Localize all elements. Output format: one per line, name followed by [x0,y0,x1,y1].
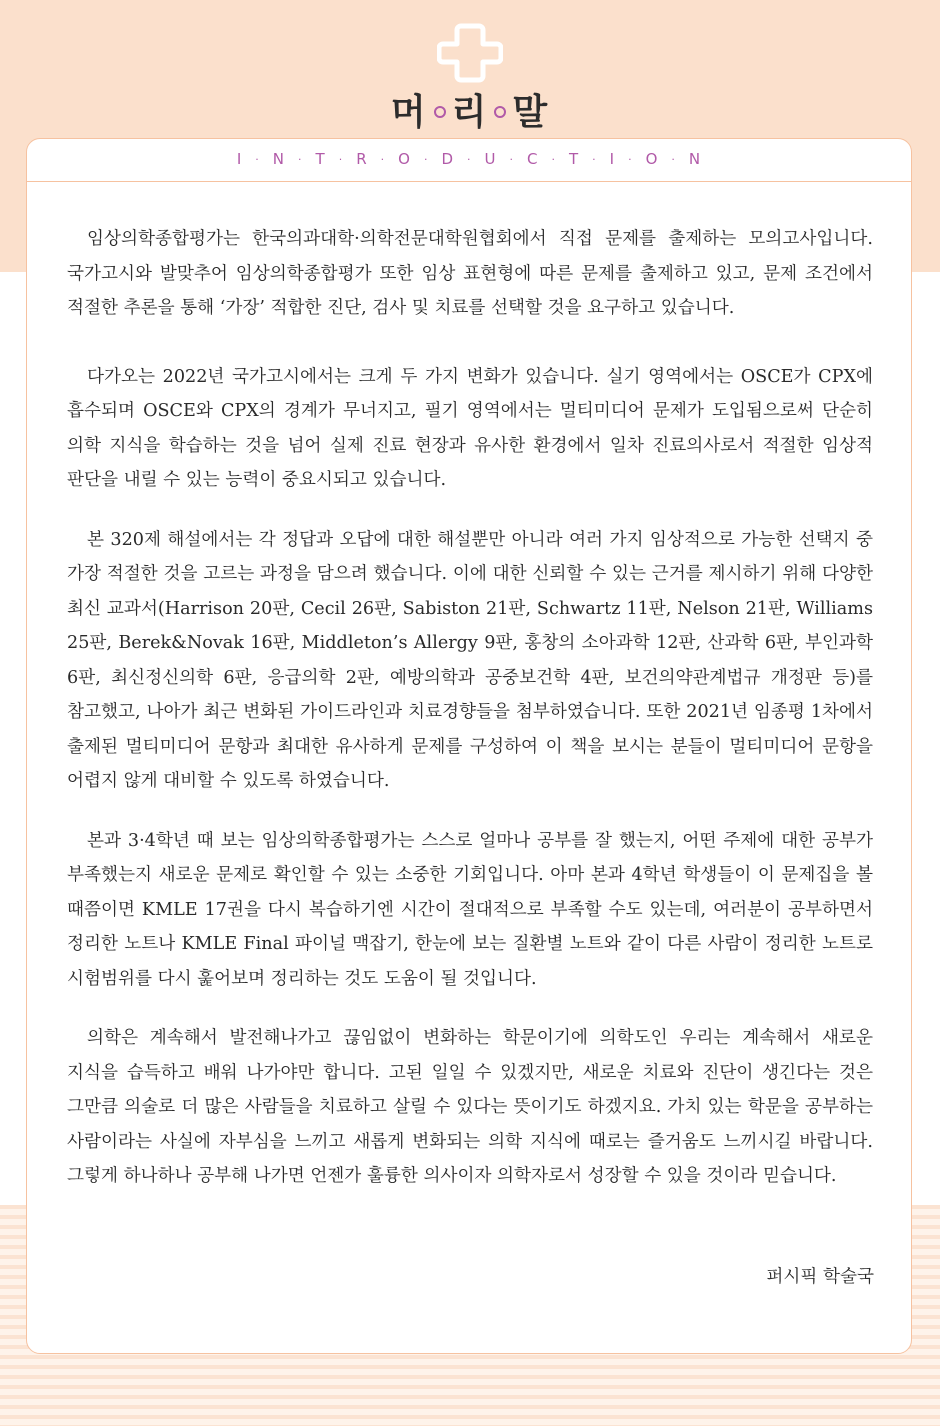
card-header [27,139,911,182]
subtitle-separator: · [467,153,472,166]
subtitle-separator: · [423,153,429,166]
subtitle-letter: I [236,150,243,168]
subtitle-separator: · [592,153,597,166]
subtitle-separator: · [628,153,633,166]
subtitle-letter: T [315,150,326,168]
subtitle-letter: N [272,150,286,168]
introduction-subtitle [27,150,911,168]
subtitle-separator: · [338,153,344,166]
subtitle-separator: · [255,153,260,166]
subtitle-letter: O [645,150,659,168]
subtitle-separator: · [509,153,514,166]
preface-paragraph: 다가오는 2022년 국가고시에서는 크게 두 가지 변화가 있습니다. 실기 영역에서는 OSCE가 CPX에 흡수되며 OSCE와 CPX의 경계가 무너지고, 필기 영역에서는 멀티미디어 문제가 도입됨으로써 단순히 의학 지식을 학습하는 것을 넘어 실제 진료 현장과 유사한 환경에서 일차 진료의사로서 적절한 임상적 판단을 내릴 수 있는 능력이 중요시되고 있습니다. [67,366,873,490]
subtitle-separator: · [551,153,556,166]
subtitle-letter: T [568,150,580,168]
subtitle-letter: I [609,150,616,168]
title-char: 말 [512,92,550,133]
preface-body [67,222,873,1194]
subtitle-letter: D [441,150,455,168]
subtitle-separator: · [380,153,386,166]
title-dot-icon [434,106,446,118]
preface-paragraph: 본 320제 해설에서는 각 정답과 오답에 대한 해설뿐만 아니라 여러 가지 임상적으로 가능한 선택지 중 가장 적절한 것을 고르는 과정을 담으려 했습니다. 이에 대한 신뢰할 수 있는 근거를 제시하기 위해 다양한 최신 교과서(Harrison 20판, Cecil 26판, Sabiston 21판, Schwartz 11판, Nelson 21판, Williams 25판, Berek&Novak 16판, Middleton’s Allergy 9판, 홍창의 소아과학 12판, 산과학 6판, 부인과학 6판, 최신정신의학 6판, 응급의학 2판, 예방의학과 공중보건학 4판, 보건의약관계법규 개정판 등)를 참고했고, 나아가 최근 변화된 가이드라인과 치료경향들을 첨부하였습니다. 또한 2021년 임종평 1차에서 출제된 멀티미디어 문항과 최대한 유사하게 문제를 구성하여 이 책을 보시는 분들이 멀티미디어 문항을 어렵지 않게 대비할 수 있도록 하였습니다. [67,529,873,791]
subtitle-letter: C [527,150,539,168]
subtitle-separator: · [671,153,676,166]
signature: 퍼시픽 학술국 [766,1267,874,1287]
subtitle-letter: U [484,150,497,168]
medical-cross-outline-icon [437,20,503,86]
subtitle-letter: O [398,150,411,168]
subtitle-letter: R [356,150,368,168]
title-char: 머 [390,92,428,133]
preface-paragraph: 임상의학종합평가는 한국의과대학·의학전문대학원협회에서 직접 문제를 출제하는 모의고사입니다. 국가고시와 발맞추어 임상의학종합평가 또한 임상 표현형에 따른 문제를 출제하고 있고, 문제 조건에서 적절한 추론을 통해 ‘가장’ 적합한 진단, 검사 및 치료를 선택할 것을 요구하고 있습니다. [67,229,873,318]
subtitle-separator: · [298,153,303,166]
title-char: 리 [451,92,489,133]
preface-paragraph: 본과 3·4학년 때 보는 임상의학종합평가는 스스로 얼마나 공부를 잘 했는지, 어떤 주제에 대한 공부가 부족했는지 새로운 문제로 확인할 수 있는 소중한 기회입니다. 아마 본과 4학년 학생들이 이 문제집을 볼 때쯤이면 KMLE 17권을 다시 복습하기엔 시간이 절대적으로 부족할 수도 있는데, 여러분이 공부하면서 정리한 노트나 KMLE Final 파이널 맥잡기, 한눈에 보는 질환별 노트와 같이 다른 사람이 정리한 노트로 시험범위를 다시 훑어보며 정리하는 것도 도움이 될 것입니다. [67,830,873,989]
title-dot-icon [494,106,506,118]
subtitle-letter: N [688,150,702,168]
preface-paragraph: 의학은 계속해서 발전해나가고 끊임없이 변화하는 학문이기에 의학도인 우리는 계속해서 새로운 지식을 습득하고 배워 나가야만 합니다. 고된 일일 수 있겠지만, 새로운 치료와 진단이 생긴다는 것은 그만큼 의술로 더 많은 사람들을 치료하고 살릴 수 있다는 뜻이기도 하겠지요. 가치 있는 학문을 공부하는 사람이라는 사실에 자부심을 느끼고 새롭게 변화되는 의학 지식에 때로는 즐거움도 느끼시길 바랍니다. 그렇게 하나하나 공부해 나가면 언젠가 훌륭한 의사이자 의학자로서 성장할 수 있을 것이라 믿습니다. [67,1028,873,1186]
page-title [0,84,940,135]
